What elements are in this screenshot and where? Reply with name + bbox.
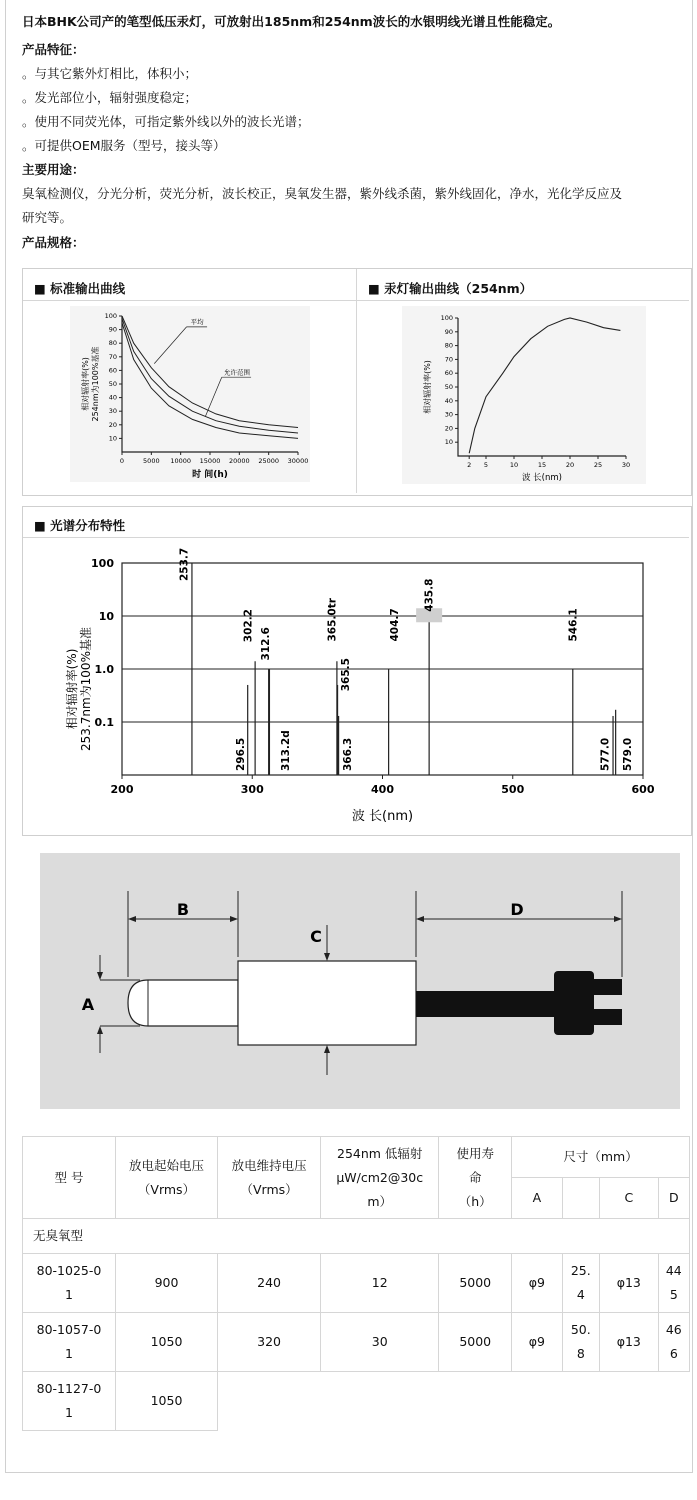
dimension-label-d: D: [510, 900, 524, 919]
header-hold-voltage: 放电维持电压 （Vrms）: [218, 1137, 321, 1219]
spectral-line-label: 253.7: [178, 547, 191, 581]
x-axis-label: 时 间(h): [192, 470, 228, 480]
feature-item: 。与其它紫外灯相比，体积小；: [22, 66, 198, 81]
y-tick-label: 0.1: [94, 716, 114, 729]
y-tick-label: 100: [104, 312, 117, 320]
page-title: 日本BHK公司产的笔型低压汞灯，可放射出185nm和254nm波长的水银明线光谱且性能稳定。: [22, 14, 561, 29]
header-dimensions: 尺寸（mm）: [512, 1137, 690, 1178]
spectral-line-label: 435.8: [423, 578, 436, 612]
cell-model: 80-1057-0 1: [23, 1313, 116, 1372]
y-axis-label: 相对辐射率(%): [423, 360, 432, 414]
y-tick-label: 70: [444, 355, 453, 364]
spectral-line-label: 313.2d: [279, 730, 292, 771]
feature-item: 。可提供OEM服务（型号，接头等）: [22, 138, 226, 153]
cell-start-voltage: 1050: [115, 1313, 217, 1372]
spectral-line-label: 577.0: [599, 737, 612, 771]
y-tick-label: 50: [444, 383, 453, 391]
x-tick-label: 200: [110, 783, 134, 796]
y-tick-label: 80: [444, 341, 453, 350]
cell-life: 5000: [439, 1313, 512, 1372]
lamp-body: [238, 961, 416, 1045]
header-dim-b: [562, 1178, 599, 1219]
x-tick-label: 10: [509, 461, 519, 469]
header-model: 型 号: [23, 1137, 116, 1219]
panel-title-mercury-curve: ■ 汞灯输出曲线（254nm）: [368, 281, 533, 296]
y-tick-label: 100: [91, 557, 114, 570]
table-row: [23, 1372, 690, 1431]
cell-life: 5000: [439, 1254, 512, 1313]
x-tick-label: 30000: [287, 457, 309, 465]
x-tick-label: 600: [631, 783, 655, 796]
y-tick-label: 70: [108, 352, 117, 361]
dimension-label-a: A: [81, 995, 95, 1014]
header-dim-c: C: [600, 1178, 659, 1219]
header-start-voltage: 放电起始电压 （Vrms）: [115, 1137, 217, 1219]
spectral-line-label: 365.5: [340, 658, 353, 692]
dimension-label-b: B: [176, 900, 190, 919]
chart-background: [402, 306, 646, 484]
spectral-line-label: 366.3: [342, 737, 355, 771]
y-tick-label: 30: [108, 407, 117, 416]
y-tick-label: 80: [108, 339, 117, 348]
uses-text-continued: 研究等。: [22, 210, 73, 225]
x-tick-label: 0: [119, 457, 125, 465]
panel-divider: [23, 537, 689, 538]
y-tick-label: 50: [108, 380, 117, 388]
y-axis-label: 相对辐射率(%)253.7nm为100%基准: [65, 627, 93, 751]
lamp-tube: [128, 980, 238, 1026]
x-tick-label: 30: [621, 461, 631, 469]
x-tick-label: 15: [537, 461, 547, 469]
features-heading: 产品特征：: [22, 42, 85, 57]
dimension-label-c: C: [310, 927, 322, 946]
x-tick-label: 10000: [170, 457, 192, 465]
lamp-cable: [416, 991, 556, 1017]
y-tick-label: 100: [440, 314, 453, 322]
uses-heading: 主要用途：: [22, 162, 85, 177]
x-tick-label: 300: [240, 783, 264, 796]
y-tick-label: 40: [444, 396, 453, 405]
cell-model: 80-1127-0 1: [23, 1372, 116, 1431]
y-tick-label: 10: [444, 438, 453, 447]
cell-dim-d: 46 6: [658, 1313, 689, 1372]
y-tick-label: 10: [98, 610, 114, 623]
y-tick-label: 1.0: [94, 663, 114, 676]
panel-title-standard-curve: ■ 标准输出曲线: [34, 281, 126, 296]
spec-table: [22, 1136, 690, 1431]
header-dim-d: D: [658, 1178, 689, 1219]
panel-divider: [356, 269, 357, 493]
x-axis-label: 波 长(nm): [351, 809, 414, 824]
panel-title-spectrum: ■ 光谱分布特性: [34, 518, 126, 533]
spectral-line-label: 365.0tr: [326, 598, 339, 642]
x-tick-label: 25: [593, 461, 603, 469]
cell-hold-voltage: 320: [218, 1313, 321, 1372]
spectral-line-label: 404.7: [389, 608, 402, 642]
spectrum-chart: [60, 545, 670, 830]
y-tick-label: 20: [108, 420, 117, 429]
cell-dim-a: φ9: [512, 1254, 563, 1313]
table-row: [23, 1254, 690, 1313]
cell-dim-a: φ9: [512, 1313, 563, 1372]
spectral-line-label: 546.1: [567, 608, 580, 642]
x-tick-label: 20000: [228, 457, 250, 465]
spectral-line-label: 296.5: [235, 737, 248, 771]
header-life: 使用寿 命 （h）: [439, 1137, 512, 1219]
cell-radiation: 30: [321, 1313, 439, 1372]
x-tick-label: 2: [467, 461, 472, 469]
spec-heading: 产品规格：: [22, 235, 85, 250]
y-tick-label: 60: [108, 366, 117, 375]
feature-item: 。使用不同荧光体，可指定紫外线以外的波长光谱；: [22, 114, 310, 129]
y-tick-label: 20: [444, 424, 453, 433]
uses-text: 臭氧检测仪，分光分析，荧光分析，波长校正，臭氧发生器，紫外线杀菌，紫外线固化，净水，光化学反应及: [22, 186, 623, 201]
table-row: [23, 1313, 690, 1372]
standard-output-chart: [70, 306, 310, 482]
x-tick-label: 5000: [143, 457, 160, 465]
annotation-average: 平均: [190, 318, 204, 327]
cell-start-voltage: 1050: [115, 1372, 217, 1431]
chart-background: [70, 306, 310, 482]
spectral-line-label: 579.0: [622, 737, 635, 771]
header-radiation: 254nm 低辐射 μW/cm2@30c m）: [321, 1137, 439, 1219]
y-tick-label: 30: [444, 410, 453, 419]
lamp-connector: [554, 971, 594, 1035]
cell-radiation: 12: [321, 1254, 439, 1313]
cell-dim-b: 50. 8: [562, 1313, 599, 1372]
y-tick-label: 40: [108, 393, 117, 402]
cell-dim-c: φ13: [600, 1313, 659, 1372]
x-tick-label: 500: [501, 783, 525, 796]
annotation-range: 允许范围: [223, 368, 250, 377]
y-tick-label: 10: [108, 434, 117, 443]
y-tick-label: 90: [444, 327, 453, 336]
cell-start-voltage: 900: [115, 1254, 217, 1313]
y-tick-label: 60: [444, 369, 453, 378]
header-dim-a: A: [512, 1178, 563, 1219]
spectral-line-label: 312.6: [260, 627, 273, 661]
x-tick-label: 15000: [199, 457, 221, 465]
cell-hold-voltage: 240: [218, 1254, 321, 1313]
spectral-line-label: 302.2: [242, 609, 255, 643]
x-tick-label: 25000: [258, 457, 280, 465]
cell-dim-b: 25. 4: [562, 1254, 599, 1313]
lamp-dimension-diagram: [40, 853, 680, 1111]
x-tick-label: 20: [565, 461, 575, 469]
y-tick-label: 90: [108, 325, 117, 334]
y-axis-label: 相对辐射率(%)254nm为100%基准: [81, 346, 100, 422]
cell-dim-c: φ13: [600, 1254, 659, 1313]
x-tick-label: 5: [483, 461, 489, 469]
mercury-output-chart: [402, 306, 646, 484]
feature-item: 。发光部位小，辐射强度稳定；: [22, 90, 198, 105]
cell-dim-d: 44 5: [658, 1254, 689, 1313]
x-axis-label: 波 长(nm): [521, 473, 563, 483]
group-label: 无臭氧型: [23, 1219, 690, 1254]
x-tick-label: 400: [371, 783, 394, 796]
cell-model: 80-1025-0 1: [23, 1254, 116, 1313]
